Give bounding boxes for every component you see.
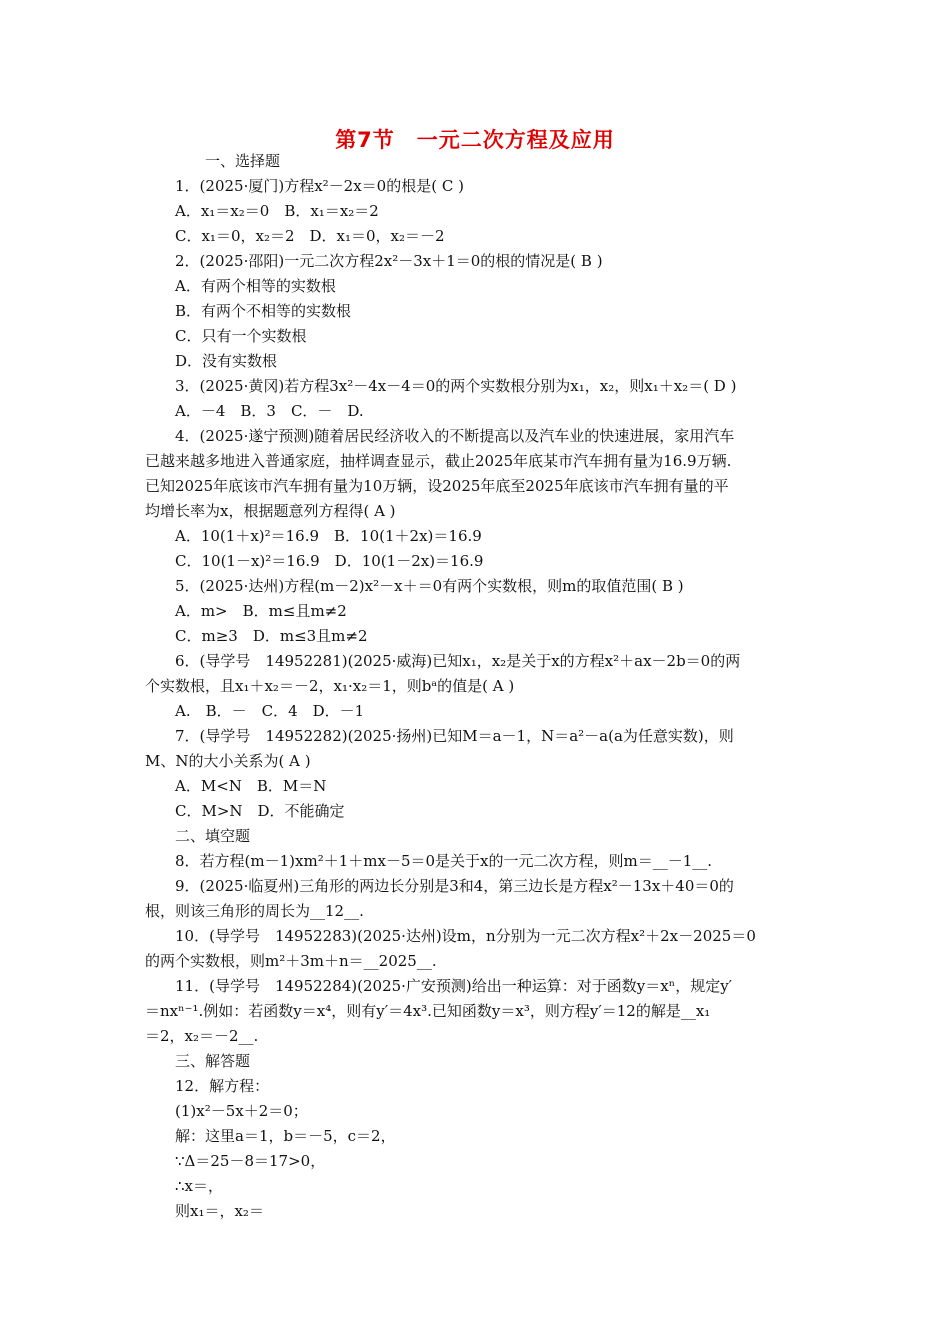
text-line: D．没有实数根	[175, 352, 278, 370]
text-line: ＝2，x₂＝－2__.	[145, 1027, 259, 1045]
text-line: (1)x²－5x＋2＝0；	[175, 1102, 308, 1120]
text-line: 已知2025年底该市汽车拥有量为10万辆，设2025年底至2025年底该市汽车拥有量的平	[145, 477, 729, 495]
text-line: 10．(导学号 14952283)(2025·达州)设m，n分别为一元二次方程x²＋2x－2025＝0	[175, 927, 756, 945]
text-line: C．10(1－x)²＝16.9 D．10(1－2x)＝16.9	[175, 552, 484, 570]
text-line: 11．(导学号 14952284)(2025·广安预测)给出一种运算：对于函数y＝xⁿ，规定y′	[175, 977, 733, 995]
text-line: 4．(2025·遂宁预测)随着居民经济收入的不断提高以及汽车业的快速进展，家用汽车	[175, 427, 735, 445]
text-line: 个实数根，且x₁＋x₂＝－2，x₁·x₂＝1，则bᵃ的值是( A )	[145, 677, 515, 695]
text-line: A. B．－ C．4 D．－1	[175, 702, 365, 720]
text-line: ∴x＝，	[175, 1177, 224, 1195]
text-line: 5．(2025·达州)方程(m－2)x²－x＋＝0有两个实数根，则m的取值范围( B )	[175, 577, 684, 595]
text-line: C．x₁＝0，x₂＝2 D．x₁＝0，x₂＝－2	[175, 227, 445, 245]
text-line: C．只有一个实数根	[175, 327, 307, 345]
text-line: A．m> B．m≤且m≠2	[175, 602, 347, 620]
text-line: 12．解方程：	[175, 1077, 270, 1095]
text-line: A．M<N B．M＝N	[175, 777, 327, 795]
text-line: 3．(2025·黄冈)若方程3x²－4x－4＝0的两个实数根分别为x₁，x₂，则x₁＋x₂＝( D )	[175, 377, 737, 395]
text-line: 二、填空题	[175, 827, 251, 845]
text-line: 一、选择题	[205, 152, 281, 170]
text-line: 9．(2025·临夏州)三角形的两边长分别是3和4，第三边长是方程x²－13x＋40＝0的	[175, 877, 734, 895]
text-line: 则x₁＝，x₂＝	[175, 1202, 264, 1220]
text-line: 6．(导学号 14952281)(2025·威海)已知x₁，x₂是关于x的方程x²＋ax－2b＝0的两	[175, 652, 741, 670]
text-line: 2．(2025·邵阳)一元二次方程2x²－3x＋1＝0的根的情况是( B )	[175, 252, 603, 270]
text-line: B．有两个不相等的实数根	[175, 302, 352, 320]
text-line: 解：这里a＝1，b＝－5，c＝2，	[175, 1127, 396, 1145]
text-line: 根，则该三角形的周长为__12__.	[145, 902, 364, 920]
text-line: ＝nxⁿ⁻¹.例如：若函数y＝x⁴，则有y′＝4x³.已知函数y＝x³，则方程y′＝12的解是__x₁	[145, 1002, 711, 1020]
text-line: 已越来越多地进入普通家庭，抽样调查显示，截止2025年底某市汽车拥有量为16.9万辆.	[145, 452, 732, 470]
text-line: A．x₁＝x₂＝0 B．x₁＝x₂＝2	[175, 202, 379, 220]
text-line: ∵Δ＝25－8＝17>0，	[175, 1152, 326, 1170]
text-line: A．有两个相等的实数根	[175, 277, 336, 295]
text-line: A．－4 B．3 C．－ D.	[175, 402, 364, 420]
text-line: M、N的大小关系为( A )	[145, 752, 311, 770]
text-line: 1．(2025·厦门)方程x²－2x＝0的根是( C )	[175, 177, 464, 195]
text-line: 均增长率为x，根据题意列方程得( A )	[145, 502, 396, 520]
text-line: 8．若方程(m－1)xm²＋1＋mx－5＝0是关于x的一元二次方程，则m＝__－1__.	[175, 852, 713, 870]
text-line: C．m≥3 D．m≤3且m≠2	[175, 627, 368, 645]
text-line: 的两个实数根，则m²＋3m＋n＝__2025__.	[145, 952, 437, 970]
text-line: 三、解答题	[175, 1052, 251, 1070]
text-line: 7．(导学号 14952282)(2025·扬州)已知M＝a－1，N＝a²－a(a为任意实数)，则	[175, 727, 734, 745]
text-line: C．M>N D．不能确定	[175, 802, 345, 820]
text-line: A．10(1＋x)²＝16.9 B．10(1＋2x)＝16.9	[175, 527, 482, 545]
page-title: 第7节 一元二次方程及应用	[335, 128, 615, 152]
